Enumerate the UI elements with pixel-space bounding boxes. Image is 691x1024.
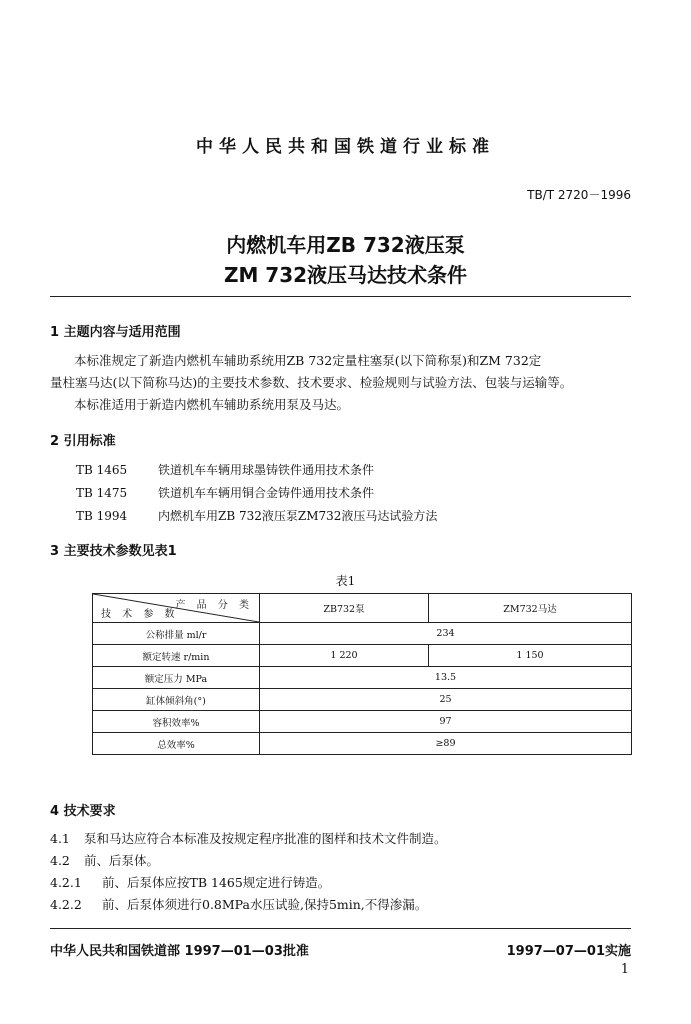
section-1-paragraph-2: 本标准适用于新造内燃机车辅助系统用泵及马达。 bbox=[74, 397, 350, 412]
row-value-pump: 1 220 bbox=[260, 645, 429, 667]
reference-code: TB 1475 bbox=[76, 486, 128, 500]
table-row bbox=[93, 645, 632, 667]
header-technical-params: 技 术 参 数 bbox=[101, 609, 179, 620]
reference-item bbox=[76, 484, 374, 501]
clause-item bbox=[50, 828, 447, 850]
table-row bbox=[93, 667, 632, 689]
reference-item bbox=[76, 507, 437, 524]
clause-item bbox=[50, 872, 330, 894]
row-label: 缸体倾斜角(°) bbox=[93, 689, 260, 711]
row-value: 25 bbox=[260, 689, 632, 711]
clause-item bbox=[50, 850, 159, 872]
row-value-motor: 1 150 bbox=[429, 645, 632, 667]
row-value: 234 bbox=[260, 623, 632, 645]
row-value: 13.5 bbox=[260, 667, 632, 689]
section-1-heading: 1 主题内容与适用范围 bbox=[50, 325, 181, 340]
clause-number: 4.2.2 bbox=[50, 897, 82, 912]
column-header-pump: ZB732泵 bbox=[260, 594, 429, 623]
row-value: ≥89 bbox=[260, 733, 632, 755]
table-row bbox=[93, 623, 632, 645]
page-number: 1 bbox=[620, 962, 629, 977]
implementation-date: 1997—07—01实施 bbox=[506, 944, 631, 959]
section-3-heading: 3 主要技术参数见表1 bbox=[50, 544, 177, 559]
reference-title: 内燃机车用ZB 732液压泵ZM732液压马达试验方法 bbox=[158, 509, 438, 523]
standard-number: TB/T 2720－1996 bbox=[527, 188, 631, 202]
clause-text: 前、后泵体须进行0.8MPa水压试验,保持5min,不得渗漏。 bbox=[102, 897, 428, 912]
issuing-authority-header: 中华人民共和国铁道行业标准 bbox=[196, 137, 495, 157]
table-caption: 表1 bbox=[335, 574, 356, 588]
table-corner-header bbox=[93, 594, 260, 623]
clause-number: 4.2 bbox=[50, 853, 70, 868]
title-divider bbox=[50, 296, 631, 297]
reference-title: 铁道机车车辆用铜合金铸件通用技术条件 bbox=[158, 486, 375, 500]
title-line-1: 内燃机车用ZB 732液压泵 bbox=[226, 233, 465, 257]
table-row bbox=[93, 689, 632, 711]
header-product-category: 产 品 分 类 bbox=[175, 600, 253, 611]
row-label: 公称排量 ml/r bbox=[93, 623, 260, 645]
clause-text: 泵和马达应符合本标准及按规定程序批准的图样和技术文件制造。 bbox=[84, 831, 447, 846]
parameters-table bbox=[92, 593, 632, 755]
section-1-paragraph-1: 本标准规定了新造内燃机车辅助系统用ZB 732定量柱塞泵(以下简称泵)和ZM 732定 bbox=[74, 353, 542, 368]
reference-code: TB 1465 bbox=[76, 463, 128, 477]
row-label: 额定转速 r/min bbox=[93, 645, 260, 667]
clause-text: 前、后泵体。 bbox=[84, 853, 160, 868]
reference-item bbox=[76, 461, 374, 478]
row-label: 总效率% bbox=[93, 733, 260, 755]
title-line-2: ZM 732液压马达技术条件 bbox=[223, 263, 468, 287]
clause-item bbox=[50, 894, 427, 916]
section-2-heading: 2 引用标准 bbox=[50, 434, 116, 449]
column-header-motor: ZM732马达 bbox=[429, 594, 632, 623]
row-label: 额定压力 MPa bbox=[93, 667, 260, 689]
section-4-heading: 4 技术要求 bbox=[50, 804, 116, 819]
row-value: 97 bbox=[260, 711, 632, 733]
reference-code: TB 1994 bbox=[76, 509, 128, 523]
row-label: 容积效率% bbox=[93, 711, 260, 733]
table-row bbox=[93, 711, 632, 733]
clause-number: 4.1 bbox=[50, 831, 70, 846]
clause-number: 4.2.1 bbox=[50, 875, 82, 890]
table-row bbox=[93, 733, 632, 755]
approval-date: 中华人民共和国铁道部 1997—01—03批准 bbox=[50, 944, 309, 959]
clause-text: 前、后泵体应按TB 1465规定进行铸造。 bbox=[102, 875, 331, 890]
reference-title: 铁道机车车辆用球墨铸铁件通用技术条件 bbox=[158, 463, 375, 477]
section-1-paragraph-1-cont: 量柱塞马达(以下简称马达)的主要技术参数、技术要求、检验规则与试验方法、包装与运输等。 bbox=[50, 375, 573, 390]
footer-divider bbox=[50, 928, 631, 929]
